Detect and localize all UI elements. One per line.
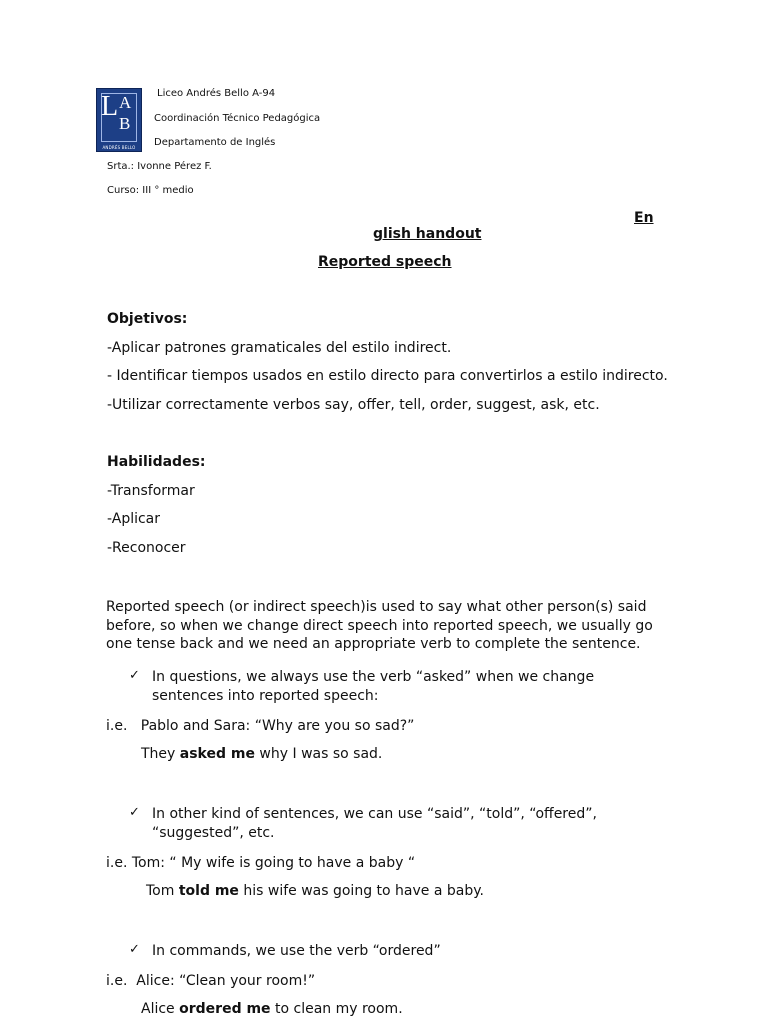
page-subtitle: Reported speech bbox=[318, 254, 452, 270]
objective-item: -Aplicar patrones gramaticales del estilo indirect. bbox=[107, 340, 452, 356]
skill-item: -Reconocer bbox=[107, 540, 186, 556]
title-part-2: glish handout bbox=[373, 226, 482, 242]
teacher-name: Srta.: Ivonne Pérez F. bbox=[107, 161, 212, 172]
skill-item: -Aplicar bbox=[107, 511, 161, 527]
department-name: Departamento de Inglés bbox=[154, 137, 276, 148]
answer-start: Alice bbox=[141, 1001, 180, 1017]
rule-text: In other kind of sentences, we can use “said”, “told”, “offered”, “suggested”, etc. bbox=[152, 806, 597, 841]
objective-item: -Utilizar correctamente verbos say, offer, tell, order, suggest, ask, etc. bbox=[107, 397, 600, 413]
objectives-heading: Objetivos: bbox=[107, 311, 188, 327]
answer-end: to clean my room. bbox=[270, 1001, 403, 1017]
rule-text: In questions, we always use the verb “asked” when we change sentences into reported speech: bbox=[152, 669, 595, 704]
check-icon: ✓ bbox=[129, 942, 140, 957]
title-part-1: En bbox=[634, 210, 654, 226]
answer-verb: asked me bbox=[179, 746, 255, 762]
answer-verb: ordered me bbox=[179, 1001, 271, 1017]
skills-heading: Habilidades: bbox=[107, 454, 206, 470]
course-name: Curso: III ° medio bbox=[107, 185, 194, 196]
example-sentence: i.e. Alice: “Clean your room!” bbox=[106, 973, 316, 989]
logo-caption: ANDRÉS BELLO bbox=[102, 145, 136, 150]
rule-text: In commands, we use the verb “ordered” bbox=[152, 943, 441, 959]
reported-answer bbox=[141, 1001, 403, 1017]
logo-letter-l: L bbox=[101, 91, 119, 122]
school-logo bbox=[96, 88, 142, 152]
logo-letter-b: B bbox=[119, 114, 131, 133]
check-icon: ✓ bbox=[129, 668, 140, 683]
answer-start: They bbox=[141, 746, 180, 762]
answer-end: why I was so sad. bbox=[254, 746, 383, 762]
logo-letter-a: A bbox=[119, 93, 132, 112]
school-name: Liceo Andrés Bello A-94 bbox=[157, 88, 276, 99]
check-icon: ✓ bbox=[129, 805, 140, 820]
answer-end: his wife was going to have a baby. bbox=[238, 883, 484, 899]
intro-paragraph: Reported speech (or indirect speech)is used to say what other person(s) said before, so when we change direct speech into reported speech, we usually go one tense back and we need an appropriate verb to complete the sentence. bbox=[106, 599, 653, 652]
coordination-name: Coordinación Técnico Pedagógica bbox=[154, 113, 321, 124]
objective-item: - Identificar tiempos usados en estilo directo para convertirlos a estilo indirecto. bbox=[107, 368, 668, 384]
reported-answer bbox=[141, 746, 382, 762]
skill-item: -Transformar bbox=[107, 483, 195, 499]
answer-verb: told me bbox=[178, 883, 239, 899]
answer-start: Tom bbox=[146, 883, 179, 899]
example-sentence: i.e. Tom: “ My wife is going to have a baby “ bbox=[106, 855, 416, 871]
example-sentence: i.e. Pablo and Sara: “Why are you so sad?” bbox=[106, 718, 415, 734]
reported-answer bbox=[146, 883, 484, 899]
